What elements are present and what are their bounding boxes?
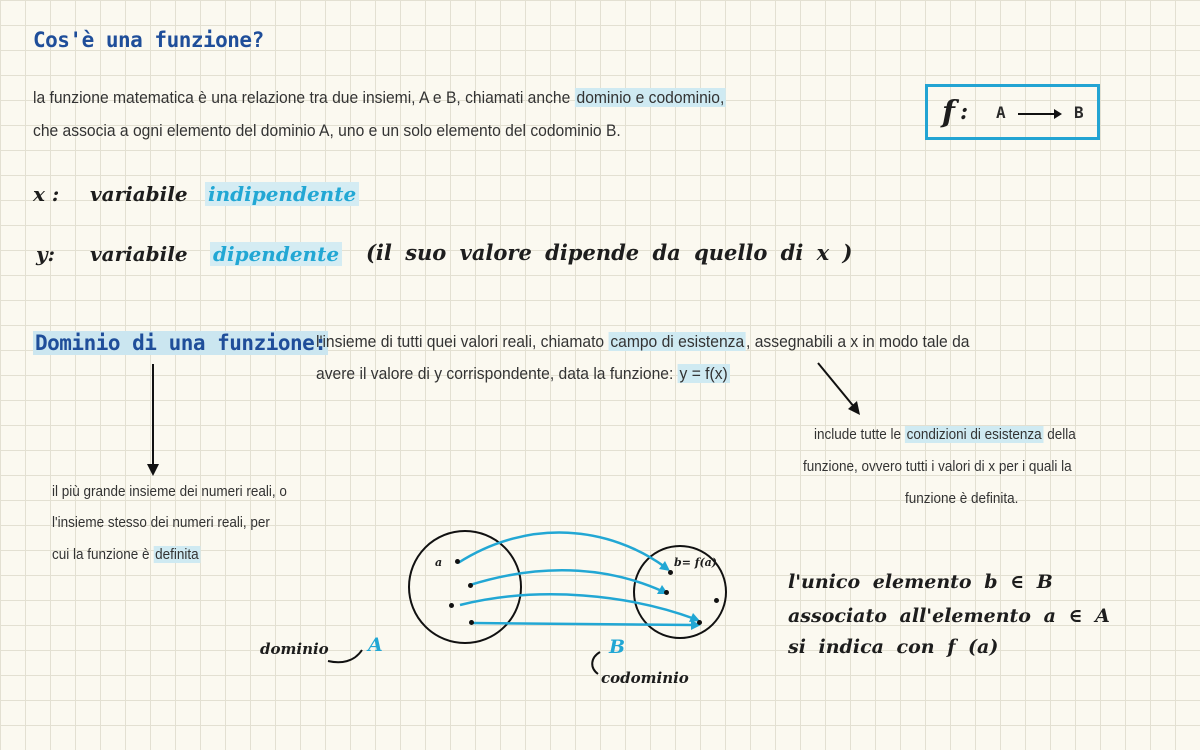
domain-point — [468, 583, 473, 588]
curve-connector-icon — [326, 648, 366, 666]
domain-def-formula: y = f(x) — [679, 364, 728, 383]
label-dominio: dominio — [260, 640, 329, 658]
handnote-line-2: associato all'elemento a ∈ A — [788, 605, 1110, 627]
left-note-highlight: definita — [155, 546, 199, 563]
variable-x-word: variabile — [90, 182, 188, 206]
right-note-line-2: funzione, ovvero tutti i valori di x per i quali la — [803, 458, 1072, 475]
function-colon: : — [960, 99, 969, 125]
variable-x-symbol: x : — [33, 182, 60, 206]
arrow-down-icon — [140, 362, 166, 478]
arrow-right-icon — [1016, 107, 1064, 121]
variable-y-note: (il suo valore dipende da quello di x ) — [366, 240, 853, 265]
right-note-highlight: condizioni di esistenza — [906, 426, 1042, 443]
left-note-line-3-pre: cui la funzione è — [52, 546, 150, 563]
arrow-diagonal-icon — [815, 360, 865, 418]
function-set-a: A — [996, 103, 1006, 122]
definition-line-1-text: la funzione matematica è una relazione tra due insiemi, A e B, chiamati anche — [33, 88, 571, 107]
domain-heading — [33, 331, 328, 355]
domain-point-a — [455, 559, 460, 564]
left-note-line-2: l'insieme stesso dei numeri reali, per — [52, 514, 270, 531]
function-notation-box — [925, 84, 1100, 140]
definition-line-1 — [33, 88, 726, 108]
label-codominio: codominio — [601, 669, 689, 687]
point-fa-label: b= f(a) — [674, 556, 718, 569]
left-note-line-3 — [52, 546, 200, 563]
handnote-line-3: si indica con f (a) — [788, 636, 999, 658]
variable-x-type: indipendente — [205, 182, 359, 206]
variable-y-symbol: y: — [36, 242, 56, 266]
function-f-symbol: f — [942, 95, 955, 130]
domain-def-line-1 — [316, 332, 969, 352]
point-a-label: a — [435, 556, 443, 569]
domain-heading-text: Dominio di una funzione: — [35, 331, 327, 355]
page-title: Cos'è una funzione? — [33, 28, 264, 52]
domain-def-line-1-pre: l'insieme di tutti quei valori reali, chiamato — [316, 332, 605, 351]
domain-point — [469, 620, 474, 625]
right-note-line-1 — [814, 426, 1076, 443]
mapping-diagram — [400, 525, 740, 660]
domain-set-circle — [409, 531, 521, 643]
label-set-b: B — [609, 636, 626, 658]
codomain-point — [697, 620, 702, 625]
domain-def-line-1-post: , assegnabili a x in modo tale da — [746, 332, 970, 351]
mapping-arrow-3 — [460, 594, 695, 619]
definition-line-2: che associa a ogni elemento del dominio A, uno e un solo elemento del codominio B. — [33, 121, 621, 140]
domain-point — [449, 603, 454, 608]
domain-def-line-2-pre: avere il valore di y corrispondente, data la funzione: — [316, 364, 674, 383]
label-set-a: A — [368, 634, 383, 656]
right-note-line-3: funzione è definita. — [905, 490, 1019, 507]
domain-def-line-2 — [316, 364, 730, 384]
function-set-b: B — [1074, 103, 1084, 122]
codomain-point — [664, 590, 669, 595]
domain-def-highlight: campo di esistenza — [610, 332, 745, 351]
right-note-line-1-pre: include tutte le — [814, 426, 902, 443]
codomain-point — [714, 598, 719, 603]
variable-y-word: variabile — [90, 242, 188, 266]
left-note-line-1: il più grande insieme dei numeri reali, o — [52, 483, 287, 500]
handnote-line-1: l'unico elemento b ∈ B — [788, 571, 1053, 593]
variable-y-type: dipendente — [210, 242, 342, 266]
right-note-line-1-post: della — [1047, 426, 1076, 443]
codomain-point-fa — [668, 570, 673, 575]
mapping-arrow-1 — [458, 533, 665, 567]
definition-highlight: dominio e codominio, — [576, 88, 725, 107]
